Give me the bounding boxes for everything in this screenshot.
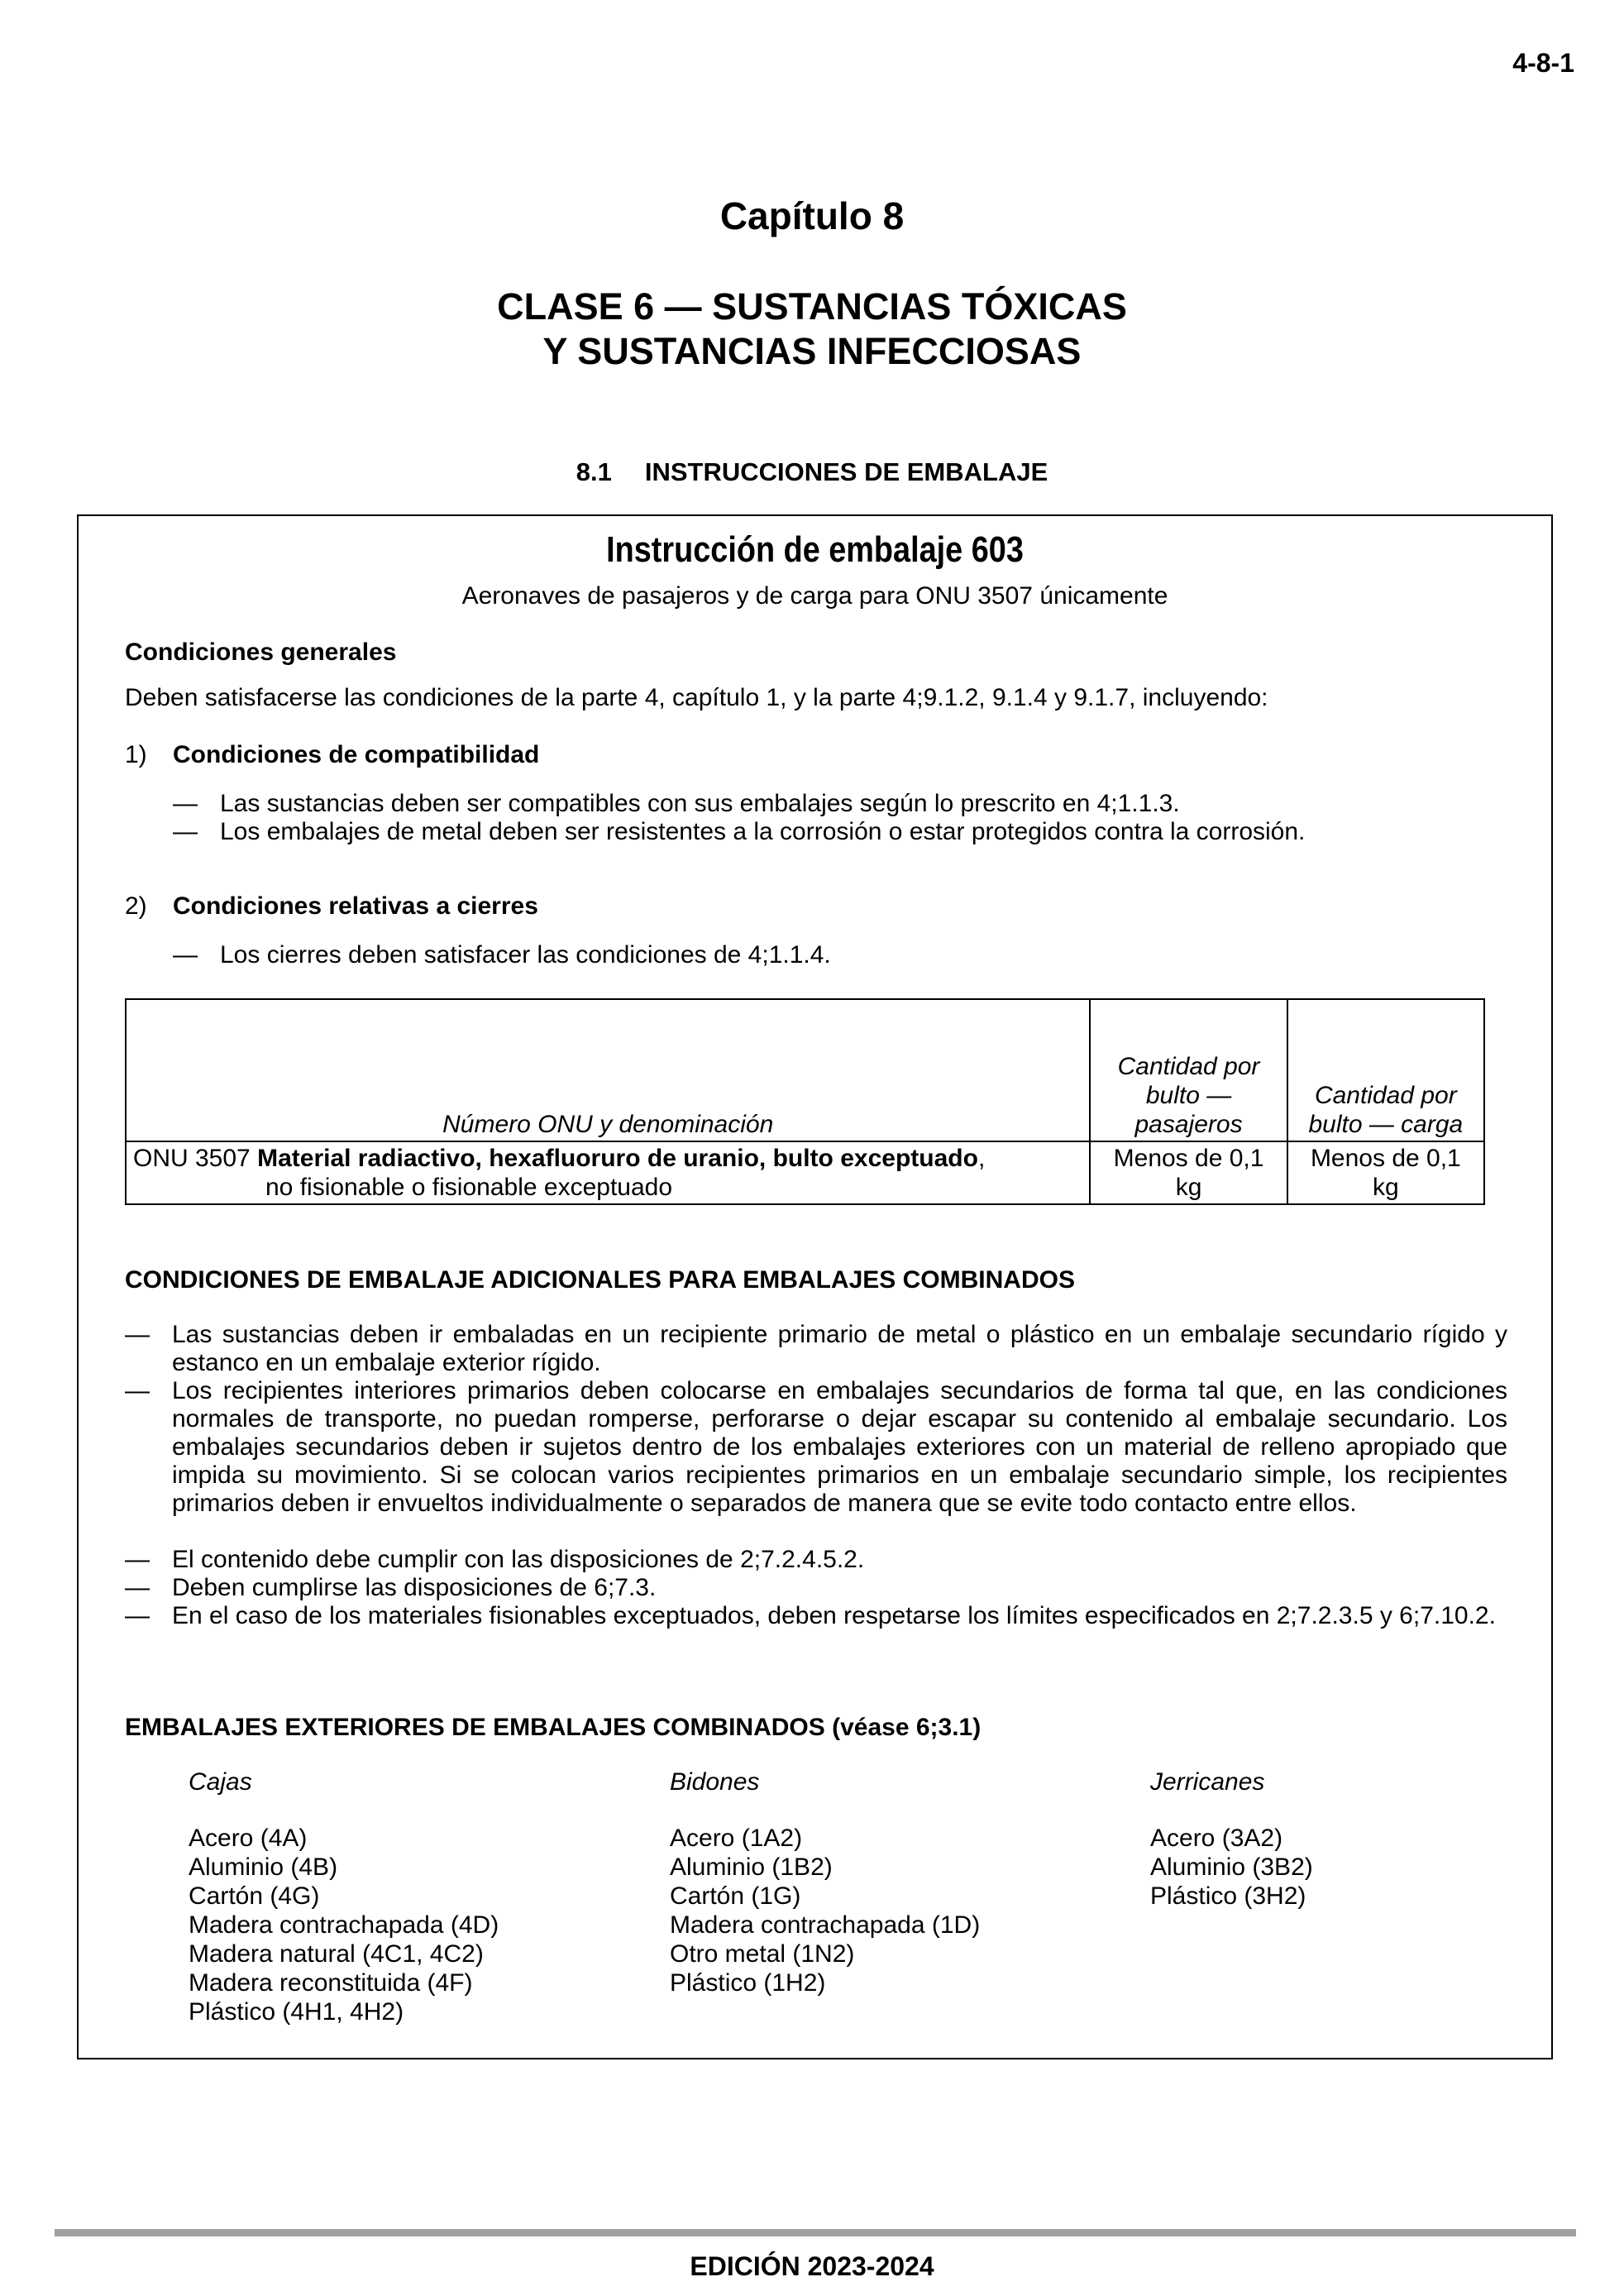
list-item: Aluminio (1B2) — [670, 1854, 833, 1881]
dash-bullet: — — [125, 1574, 150, 1601]
passenger-quantity-cell: Menos de 0,1 kg — [1090, 1141, 1287, 1204]
footer-rule — [55, 2229, 1576, 2236]
additional-condition-item — [125, 1602, 1507, 1630]
list-item: Madera contrachapada (4D) — [189, 1911, 499, 1939]
list-item: Acero (3A2) — [1150, 1825, 1283, 1852]
page-number: 4-8-1 — [1512, 48, 1574, 78]
additional-condition-text: Las sustancias deben ir embaladas en un recipiente primario de metal o plástico en un embalaje secundario rígido y estanco en un embalaje exterior rígido. — [172, 1321, 1507, 1376]
dash-bullet: — — [125, 1377, 150, 1404]
instruction-subtitle: Aeronaves de pasajeros y de carga para ONU 3507 únicamente — [461, 582, 1168, 610]
condition-1-title: Condiciones de compatibilidad — [173, 741, 540, 768]
list-item: Aluminio (4B) — [189, 1854, 338, 1881]
list-item: Aluminio (3B2) — [1150, 1854, 1313, 1881]
general-conditions-text: Deben satisfacerse las condiciones de la parte 4, capítulo 1, y la parte 4;9.1.2, 9.1.4 y 9.1.7, incluyendo: — [125, 684, 1268, 711]
table-row — [126, 1141, 1484, 1204]
list-item: Plástico (1H2) — [670, 1969, 826, 1997]
class-title — [0, 285, 1624, 374]
class-title-line-1: CLASE 6 — SUSTANCIAS TÓXICAS — [497, 285, 1127, 328]
substance-name: Material radiactivo, hexafluoruro de uranio, bulto exceptuado — [257, 1145, 978, 1172]
outer-packaging-heading: EMBALAJES EXTERIORES DE EMBALAJES COMBINADOS (véase 6;3.1) — [125, 1714, 982, 1741]
dash-bullet: — — [173, 941, 198, 969]
table-header-row — [126, 999, 1484, 1141]
condition-2-number: 2) — [125, 892, 147, 920]
additional-condition-text: Los recipientes interiores primarios deben colocarse en embalajes secundarios de forma tal que, en las condiciones normales de transporte, no puedan romperse, perforarse o dejar escapar su contenido al embalaje secundario. Los embalajes secundarios deben ir sujetos dentro de los embalajes exteriores con un material de relleno apropiado que impida su movimiento. Si se colocan varios recipientes primarios en un embalaje secundario simple, los recipientes primarios deben ir envueltos individualmente o separados de manera que se evite todo contacto entre ellos. — [172, 1377, 1507, 1517]
condition-1-item-text: Los embalajes de metal deben ser resistentes a la corrosión o estar protegidos contra la corrosión. — [220, 818, 1306, 845]
additional-condition-text: Deben cumplirse las disposiciones de 6;7.3. — [172, 1574, 657, 1601]
dash-bullet: — — [125, 1546, 150, 1573]
additional-conditions-heading: CONDICIONES DE EMBALAJE ADICIONALES PARA EMBALAJES COMBINADOS — [125, 1266, 1075, 1294]
condition-2-item-text: Los cierres deben satisfacer las condiciones de 4;1.1.4. — [220, 941, 831, 969]
footer-edition: EDICIÓN 2023-2024 — [690, 2251, 934, 2281]
condition-1-item — [173, 790, 1504, 818]
condition-1-number: 1) — [125, 741, 147, 768]
column-header-cargo: Cantidad por bulto — carga — [1287, 999, 1484, 1141]
dash-bullet: — — [173, 818, 198, 845]
additional-condition-text: El contenido debe cumplir con las disposiciones de 2;7.2.4.5.2. — [172, 1546, 865, 1573]
bidones-column — [670, 1767, 980, 1997]
list-item: Otro metal (1N2) — [670, 1940, 855, 1968]
additional-condition-item — [125, 1321, 1507, 1377]
additional-condition-item — [125, 1574, 1507, 1602]
dash-bullet: — — [125, 1602, 150, 1629]
list-item: Cartón (4G) — [189, 1882, 320, 1910]
un-name-cell — [126, 1141, 1090, 1204]
list-item: Plástico (4H1, 4H2) — [189, 1998, 404, 2026]
list-item: Acero (1A2) — [670, 1825, 803, 1852]
list-item: Madera contrachapada (1D) — [670, 1911, 981, 1939]
cargo-quantity-cell: Menos de 0,1 kg — [1287, 1141, 1484, 1204]
un-number: ONU 3507 — [133, 1145, 251, 1172]
section-number: 8.1 — [576, 457, 612, 486]
list-item: Madera reconstituida (4F) — [189, 1969, 473, 1997]
section-title: INSTRUCCIONES DE EMBALAJE — [644, 457, 1048, 486]
list-item: Acero (4A) — [189, 1825, 308, 1852]
list-item: Plástico (3H2) — [1150, 1882, 1306, 1910]
condition-2-title: Condiciones relativas a cierres — [173, 892, 538, 920]
list-item: Madera natural (4C1, 4C2) — [189, 1940, 484, 1968]
condition-1-item-text: Las sustancias deben ser compatibles con sus embalajes según lo prescrito en 4;1.1.3. — [220, 790, 1180, 817]
cajas-title: Cajas — [189, 1768, 252, 1796]
additional-condition-item — [125, 1377, 1507, 1518]
cajas-column — [189, 1767, 499, 2026]
substance-name-punct: , — [977, 1145, 986, 1172]
jerricanes-title: Jerricanes — [1150, 1768, 1265, 1796]
bidones-title: Bidones — [670, 1768, 760, 1796]
column-header-passenger: Cantidad por bulto — pasajeros — [1090, 999, 1287, 1141]
column-header-un-name: Número ONU y denominación — [126, 999, 1090, 1141]
additional-condition-text: En el caso de los materiales fisionables exceptuados, deben respetarse los límites especificados en 2;7.2.3.5 y 6;7.10.2. — [172, 1602, 1496, 1629]
substance-name-line-2: no fisionable o fisionable exceptuado — [265, 1174, 673, 1201]
instruction-title: Instrucción de embalaje 603 — [606, 529, 1024, 570]
quantity-table — [125, 998, 1485, 1205]
dash-bullet: — — [125, 1321, 150, 1348]
condition-2-item — [173, 941, 1504, 969]
condition-1-item — [173, 818, 1504, 846]
section-heading — [0, 457, 1624, 487]
chapter-title: Capítulo 8 — [719, 194, 905, 237]
general-conditions-heading: Condiciones generales — [125, 639, 397, 666]
additional-condition-item — [125, 1546, 1507, 1574]
class-title-line-2: Y SUSTANCIAS INFECCIOSAS — [542, 330, 1082, 372]
list-item: Cartón (1G) — [670, 1882, 801, 1910]
dash-bullet: — — [173, 790, 198, 817]
jerricanes-column — [1150, 1767, 1313, 1911]
